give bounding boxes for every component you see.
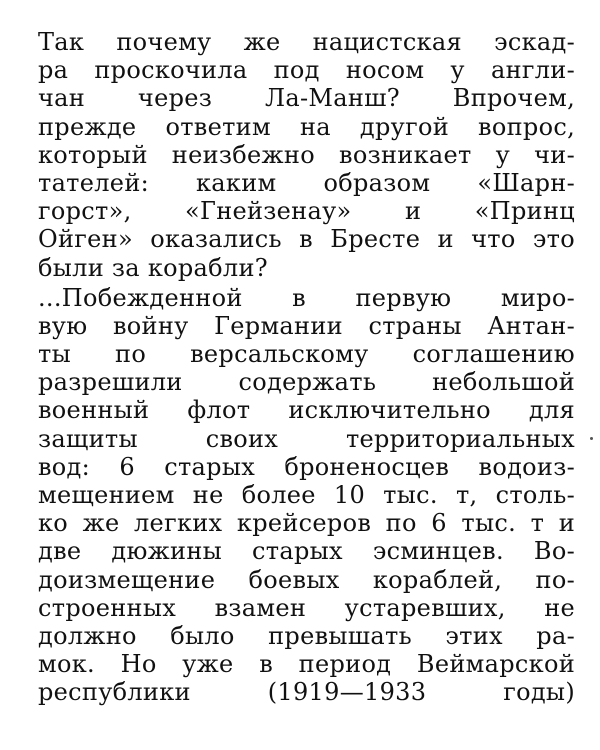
text-line: Ойген» оказались в Бресте и что это xyxy=(38,225,575,254)
text-line: были за корабли? xyxy=(38,253,268,282)
text-line: мещением не более 10 тыс. т, столь- xyxy=(38,481,575,509)
text-line: горст», «Гнейзенау» и «Принц xyxy=(38,197,575,226)
text-line: ...Побежденной в первую миро- xyxy=(38,283,575,312)
text-line: тателей: каким образом «Шарн- xyxy=(38,168,575,197)
text-line: ра проскочила под носом у англи- xyxy=(38,56,575,85)
text-line: строенных взамен устаревших, не xyxy=(38,593,575,622)
text-line: прежде ответим на другой вопрос, xyxy=(38,112,575,141)
paragraph-2 xyxy=(38,284,575,707)
text-line: должно было превышать этих ра- xyxy=(38,621,575,650)
text-line: чан через Ла-Манш? Впрочем, xyxy=(38,84,575,113)
scan-speck xyxy=(590,437,593,440)
document-page xyxy=(38,28,575,707)
text-line: защиты своих территориальных xyxy=(38,424,575,453)
paragraph-1 xyxy=(38,28,575,282)
text-line: две дюжины старых эсминцев. Во- xyxy=(38,537,575,566)
text-line: ко же легких крейсеров по 6 тыс. т и xyxy=(38,509,575,538)
text-line: Так почему же нацистская эскад- xyxy=(38,28,575,56)
text-line: вод: 6 старых броненосцев водоиз- xyxy=(38,452,575,481)
text-line: который неизбежно возникает у чи- xyxy=(38,140,575,169)
text-line: вую войну Германии страны Антан- xyxy=(38,311,575,340)
text-line: военный флот исключительно для xyxy=(38,396,575,425)
text-line: доизмещение боевых кораблей, по- xyxy=(38,565,575,594)
text-line: мок. Но уже в период Веймарской xyxy=(38,650,575,679)
text-line: разрешили содержать небольшой xyxy=(38,368,575,397)
text-line: республики (1919—1933 годы) xyxy=(38,678,575,707)
text-line: ты по версальскому соглашению xyxy=(38,340,575,369)
